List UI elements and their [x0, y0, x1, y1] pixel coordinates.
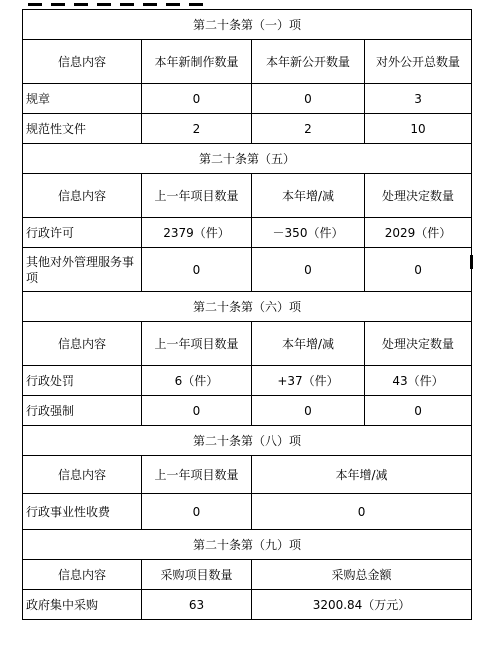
table-row	[23, 218, 472, 248]
cell-value: 2379（件）	[142, 218, 252, 248]
section-title-row	[23, 144, 472, 174]
cell-value: 43（件）	[365, 366, 472, 396]
cell-value: 3200.84（万元）	[252, 590, 472, 620]
table-row	[23, 494, 472, 530]
row-label: 行政处罚	[23, 366, 142, 396]
table-row	[23, 84, 472, 114]
column-header: 本年增/减	[252, 456, 472, 494]
table-row	[23, 248, 472, 292]
column-header: 上一年项目数量	[142, 322, 252, 366]
cell-value: 2	[142, 114, 252, 144]
cell-value: 2029（件）	[365, 218, 472, 248]
row-label: 规范性文件	[23, 114, 142, 144]
section-title: 第二十条第（五）	[23, 144, 472, 174]
column-header: 采购总金额	[252, 560, 472, 590]
column-header: 信息内容	[23, 174, 142, 218]
row-label: 规章	[23, 84, 142, 114]
column-header: 本年新制作数量	[142, 40, 252, 84]
row-label: 行政许可	[23, 218, 142, 248]
column-header: 对外公开总数量	[365, 40, 472, 84]
header-row	[23, 40, 472, 84]
cell-value: 0	[252, 396, 365, 426]
cropped-header-fragment	[28, 0, 278, 8]
table-row	[23, 366, 472, 396]
cell-value: 0	[365, 396, 472, 426]
cell-value: －350（件）	[252, 218, 365, 248]
government-info-disclosure-table	[22, 9, 472, 620]
column-header: 上一年项目数量	[142, 174, 252, 218]
row-label: 其他对外管理服务事项	[23, 248, 142, 292]
header-row	[23, 322, 472, 366]
section-title-row	[23, 10, 472, 40]
cell-value: 6（件）	[142, 366, 252, 396]
cell-value: 2	[252, 114, 365, 144]
section-title-row	[23, 426, 472, 456]
cell-value: 10	[365, 114, 472, 144]
cell-value: 0	[365, 248, 472, 292]
header-row	[23, 456, 472, 494]
cell-value: 3	[365, 84, 472, 114]
column-header: 采购项目数量	[142, 560, 252, 590]
row-label: 行政事业性收费	[23, 494, 142, 530]
section-title: 第二十条第（九）项	[23, 530, 472, 560]
column-header: 处理决定数量	[365, 174, 472, 218]
cell-value: 0	[142, 84, 252, 114]
cell-value: 0	[142, 396, 252, 426]
section-title: 第二十条第（一）项	[23, 10, 472, 40]
table-row	[23, 114, 472, 144]
cell-value: 0	[252, 494, 472, 530]
header-row	[23, 560, 472, 590]
column-header: 信息内容	[23, 456, 142, 494]
column-header: 上一年项目数量	[142, 456, 252, 494]
row-label: 政府集中采购	[23, 590, 142, 620]
section-title-row	[23, 530, 472, 560]
cell-value: 63	[142, 590, 252, 620]
cell-value: 0	[252, 84, 365, 114]
column-header: 信息内容	[23, 322, 142, 366]
column-header: 本年增/减	[252, 174, 365, 218]
row-label: 行政强制	[23, 396, 142, 426]
header-row	[23, 174, 472, 218]
table-row	[23, 590, 472, 620]
column-header: 信息内容	[23, 40, 142, 84]
section-title-row	[23, 292, 472, 322]
section-title: 第二十条第（八）项	[23, 426, 472, 456]
column-header: 信息内容	[23, 560, 142, 590]
cell-value: 0	[142, 248, 252, 292]
column-header: 处理决定数量	[365, 322, 472, 366]
cell-value: +37（件）	[252, 366, 365, 396]
column-header: 本年新公开数量	[252, 40, 365, 84]
section-title: 第二十条第（六）项	[23, 292, 472, 322]
margin-mark	[470, 255, 473, 269]
cell-value: 0	[142, 494, 252, 530]
column-header: 本年增/减	[252, 322, 365, 366]
table-row	[23, 396, 472, 426]
cell-value: 0	[252, 248, 365, 292]
